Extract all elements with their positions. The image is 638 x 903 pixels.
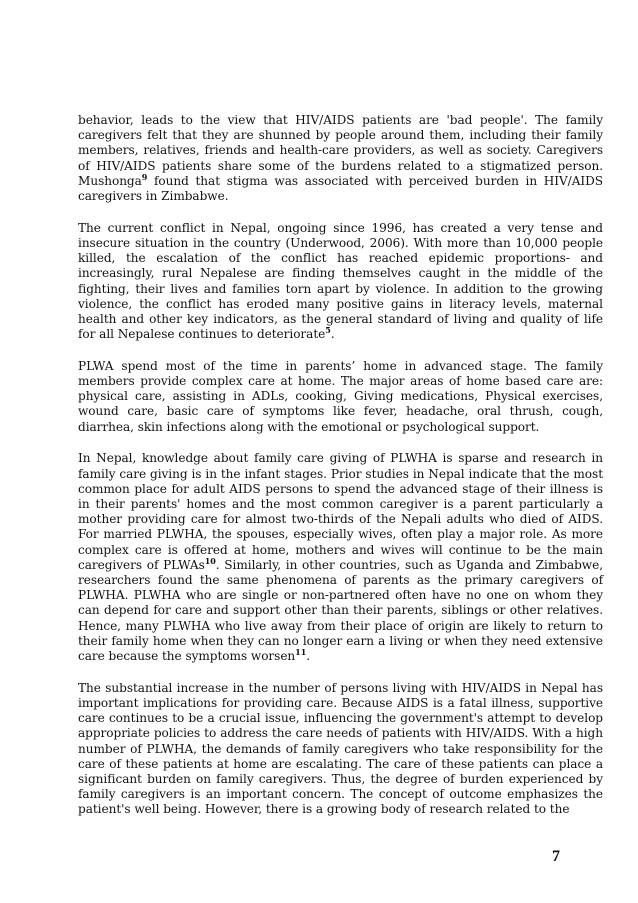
paragraph-1	[78, 113, 603, 204]
page-number: 7	[552, 848, 560, 865]
paragraph-5-text: The substantial increase in the number of persons living with HIV/AIDS in Nepal has important implications for providing care. Because AIDS is a fatal illness, supportive care continues to be a crucial issue, influencing the government's attempt to develop appropriate policies to address the care needs of patients with HIV/AIDS. With a high number of PLWHA, the demands of family caregivers who take responsibility for the care of these patients at home are escalating. The care of these patients can place a significant burden on family caregivers. Thus, the degree of burden experienced by family caregivers is an important concern. The concept of outcome emphasizes the patient's well being. However, there is a growing body of research related to the	[78, 680, 603, 817]
paragraph-2-text-end: .	[330, 327, 335, 342]
paragraph-1-text: behavior, leads to the view that HIV/AIDS patients are 'bad people'. The family caregivers felt that they are shunned by people around them, including their family members, relatives, friends and health-care providers, as well as society. Caregivers of HIV/AIDS patients share some of the burdens related to a stigmatized person. Mushonga	[78, 113, 603, 188]
paragraph-4-text: In Nepal, knowledge about family care giving of PLWHA is sparse and research in family care giving is in the infant stages. Prior studies in Nepal indicate that the most common place for adult AIDS persons to spend the advanced stage of their illness is in their parents' homes and the most common caregiver is a parent particularly a mother providing care for almost two-thirds of the Nepali adults who died of AIDS. For married PLWHA, the spouses, especially wives, often play a major role. As more complex care is offered at home, mothers and wives will continue to be the main caregivers of PLWAs	[78, 451, 603, 572]
paragraph-5	[78, 681, 603, 818]
footnote-ref-5: 5	[325, 325, 331, 336]
paragraph-2-text: The current conflict in Nepal, ongoing since 1996, has created a very tense and insecure situation in the country (Underwood, 2006). With more than 10,000 people killed, the escalation of the conflict has reached epidemic proportions- and increasingly, rural Nepalese are finding themselves caught in the middle of the fighting, their lives and families torn apart by violence. In addition to the growing violence, the conflict has eroded many positive gains in literacy levels, maternal health and other key indicators, as the general standard of living and quality of life for all Nepalese continues to deteriorate	[78, 220, 603, 342]
paragraph-3	[78, 359, 603, 435]
paragraph-4-text-end: .	[306, 649, 311, 663]
paragraph-3-text: PLWA spend most of the time in parents’ home in advanced stage. The family members provide complex care at home. The major areas of home based care are: physical care, assisting in ADLs, cooking, Giving medications, Physical exercises, wound care, basic care of symptoms like fever, headache, oral thrush, cough, diarrhea, skin infections along with the emotional or psychological support.	[78, 358, 603, 434]
footnote-ref-10: 10	[204, 555, 216, 566]
paragraph-4-text-middle: . Similarly, in other countries, such as Uganda and Zimbabwe, researchers found the same phenomena of parents as the primary caregivers of PLWHA. PLWHA who are single or non-partnered often have no one on whom they can depend for care and support other than their parents, siblings or other relatives. Hence, many PLWHA who live away from their place of origin are likely to return to their family home when they can no longer earn a living or when they need extensive care because the symptoms worsen	[78, 557, 604, 663]
paragraph-4	[78, 451, 603, 664]
document-page	[78, 113, 603, 834]
footnote-ref-11: 11	[295, 646, 307, 657]
footnote-ref-9: 9	[141, 171, 148, 182]
paragraph-1-text-end: found that stigma was associated with perceived burden in HIV/AIDS caregivers in Zimbabwe.	[78, 173, 603, 204]
paragraph-2	[78, 221, 603, 343]
